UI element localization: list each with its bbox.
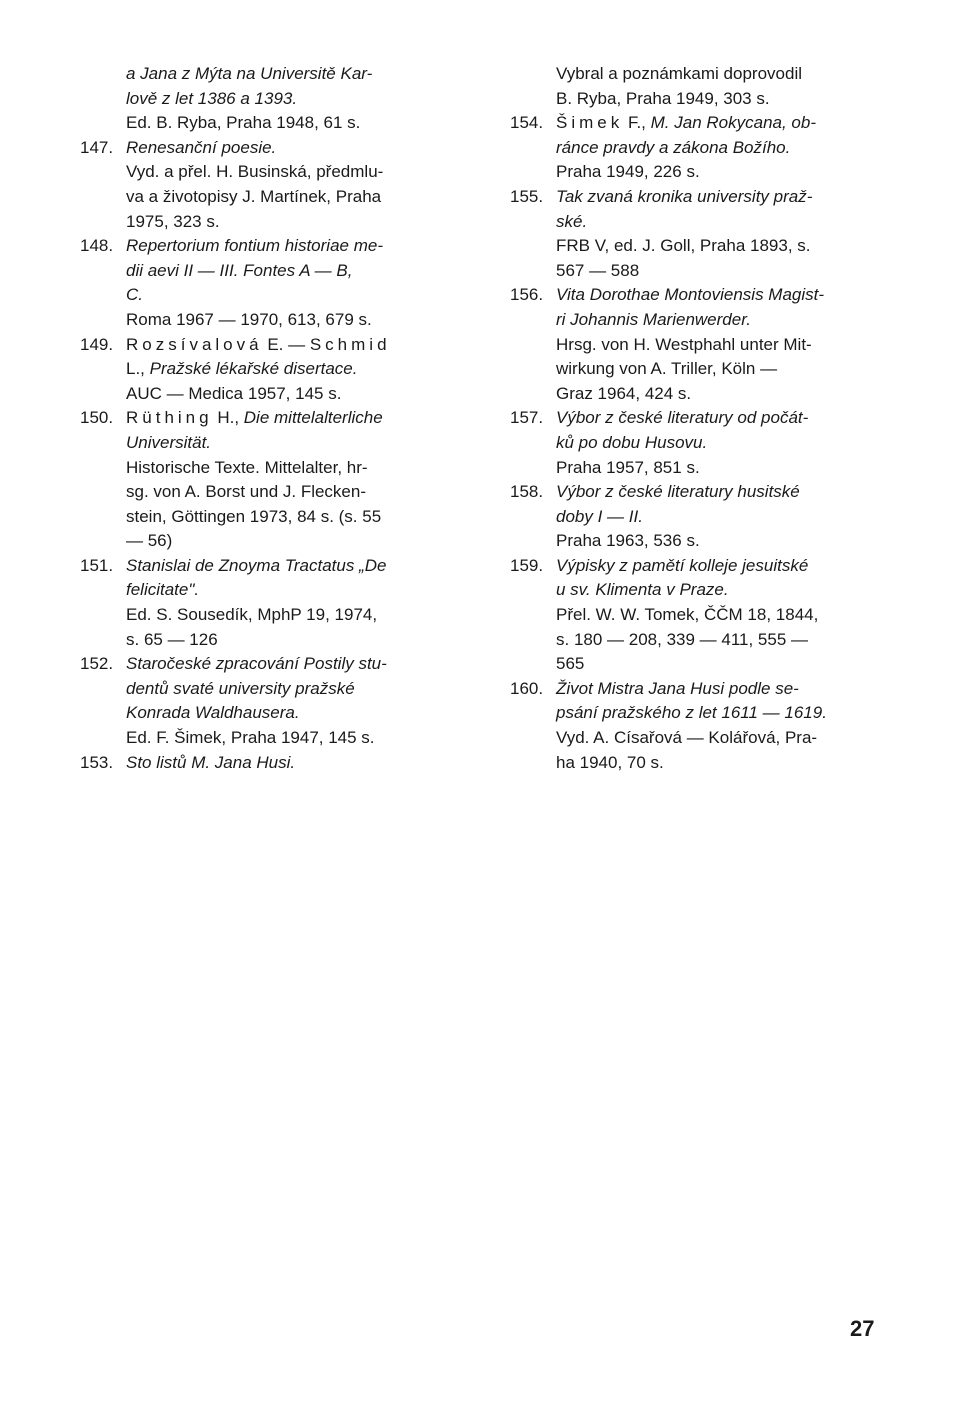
entry-text: Vybral a poznámkami doprovodil <box>556 64 802 83</box>
entry-text: ha 1940, 70 s. <box>556 752 664 772</box>
entry-number: 152. <box>80 654 114 674</box>
entry-line <box>126 333 452 358</box>
entry-line <box>126 382 452 407</box>
entry-line <box>556 259 890 284</box>
entry-number: 153. <box>80 752 114 772</box>
entry-line <box>126 701 452 726</box>
entry-title-text: a Jana z Mýta na Universitě Kar- <box>126 64 373 83</box>
bibliography-entry <box>510 111 890 185</box>
entry-line <box>126 259 452 284</box>
bibliography-entry <box>510 283 890 406</box>
entry-line <box>556 283 890 308</box>
entry-line <box>126 456 452 481</box>
bibliography-entry <box>80 333 452 407</box>
entry-title-text: Výpisky z pamětí kolleje jesuitské <box>556 555 809 575</box>
entry-title-text: Sto listů M. Jana Husi. <box>126 752 296 772</box>
entry-title-text: felicitate". <box>126 580 200 600</box>
entry-text: Hrsg. von H. Westphahl unter Mit- <box>556 334 812 354</box>
entry-line <box>126 652 452 677</box>
entry-text: Ed. F. Šimek, Praha 1947, 145 s. <box>126 728 375 748</box>
entry-number: 154. <box>510 113 544 133</box>
entry-line <box>556 726 890 751</box>
entry-line <box>126 431 452 456</box>
entry-line <box>126 480 452 505</box>
entry-text: Ed. B. Ryba, Praha 1948, 61 s. <box>126 113 361 133</box>
entry-line <box>556 62 890 87</box>
entry-line <box>126 234 452 259</box>
entry-line <box>556 628 890 653</box>
entry-line <box>126 628 452 653</box>
entry-text: Vyd. a přel. H. Businská, předmlu- <box>126 162 384 182</box>
entry-number: 160. <box>510 678 544 698</box>
bibliography-entry <box>80 554 452 652</box>
entry-text: 567 — 588 <box>556 260 640 280</box>
entry-line <box>556 603 890 628</box>
entry-text: sg. von A. Borst und J. Flecken- <box>126 482 367 502</box>
entry-line <box>556 480 890 505</box>
entry-title-text: Život Mistra Jana Husi podle se- <box>556 678 799 698</box>
entry-text: AUC — Medica 1957, 145 s. <box>126 383 342 403</box>
entry-number: 151. <box>80 555 114 575</box>
bibliography-entry <box>510 62 890 111</box>
entry-title-text: Výbor z české literatury husitské <box>556 482 800 502</box>
entry-text: Historische Texte. Mittelalter, hr- <box>126 457 368 477</box>
entry-line <box>556 529 890 554</box>
entry-line <box>126 136 452 161</box>
entry-text: F., <box>623 113 651 133</box>
entry-number: 149. <box>80 334 114 354</box>
entry-title-text: Vita Dorothae Montoviensis Magist- <box>556 285 825 305</box>
entry-title-text: M. Jan Rokycana, ob- <box>650 113 816 133</box>
entry-number: 148. <box>80 236 114 256</box>
entry-line <box>556 234 890 259</box>
bibliography-entry <box>80 406 452 554</box>
entry-text: wirkung von A. Triller, Köln — <box>556 359 778 379</box>
author-name: Rüthing <box>126 408 213 428</box>
entry-line <box>556 308 890 333</box>
entry-title-text: Staročeské zpracování Postily stu- <box>126 654 387 674</box>
entry-line <box>556 431 890 456</box>
entry-title-text: ránce pravdy a zákona Božího. <box>556 137 791 157</box>
entry-title-text: ské. <box>556 211 588 231</box>
entry-line <box>556 210 890 235</box>
entry-line <box>556 160 890 185</box>
entry-text: s. 65 — 126 <box>126 629 218 649</box>
entry-line <box>126 160 452 185</box>
entry-line <box>556 578 890 603</box>
entry-line <box>556 456 890 481</box>
entry-line <box>126 751 452 776</box>
entry-line <box>126 554 452 579</box>
bibliography-entry <box>80 62 452 136</box>
entry-number: 147. <box>80 137 114 157</box>
entry-text: Praha 1957, 851 s. <box>556 457 700 477</box>
entry-line <box>556 111 890 136</box>
entry-line <box>556 652 890 677</box>
entry-line <box>556 185 890 210</box>
entry-line <box>556 751 890 776</box>
entry-title-text: Die mittelalterliche <box>243 408 383 428</box>
bibliography-entry <box>80 136 452 234</box>
entry-title-text: Tak zvaná kronika university praž- <box>556 186 813 206</box>
entry-title-text: Renesanční poesie. <box>126 137 277 157</box>
entry-number: 159. <box>510 555 544 575</box>
entry-line <box>556 554 890 579</box>
entry-title-text: dii aevi II — III. Fontes A — B, <box>126 260 353 280</box>
entry-line <box>556 677 890 702</box>
entry-text: L., <box>126 359 150 379</box>
entry-line <box>556 701 890 726</box>
author-name: Šimek <box>556 113 624 133</box>
entry-line <box>556 382 890 407</box>
entry-title-text: psání pražského z let 1611 — 1619. <box>556 703 827 723</box>
entry-title-text: lově z let 1386 a 1393. <box>126 88 298 108</box>
entry-line <box>556 136 890 161</box>
entry-title-text: Repertorium fontium historiae me- <box>126 236 383 256</box>
entry-line <box>126 726 452 751</box>
entry-text: Přel. W. W. Tomek, ČČM 18, 1844, <box>556 605 819 625</box>
entry-line <box>556 333 890 358</box>
left-column <box>80 62 452 775</box>
entry-line <box>556 406 890 431</box>
entry-line <box>126 603 452 628</box>
entry-line <box>556 505 890 530</box>
entry-text: s. 180 — 208, 339 — 411, 555 — <box>556 629 809 649</box>
entry-text: — 56) <box>126 531 173 551</box>
entry-title-text: dentů svaté university pražské <box>126 678 355 698</box>
entry-number: 156. <box>510 285 544 305</box>
right-column <box>510 62 890 775</box>
entry-text: H., <box>212 408 244 428</box>
entry-text: Praha 1963, 536 s. <box>556 531 700 551</box>
entry-line <box>126 357 452 382</box>
entry-line <box>556 87 890 112</box>
bibliography-entry <box>510 480 890 554</box>
entry-line <box>126 677 452 702</box>
entry-title-text: doby I — II. <box>556 506 643 526</box>
entry-line <box>126 308 452 333</box>
entry-title-text: Konrada Waldhausera. <box>126 703 300 723</box>
bibliography-entry <box>510 185 890 283</box>
entry-text: B. Ryba, Praha 1949, 303 s. <box>556 88 770 108</box>
entry-number: 158. <box>510 482 544 502</box>
entry-title-text: ri Johannis Marienwerder. <box>556 309 751 329</box>
entry-number: 150. <box>80 408 114 428</box>
page-number: 27 <box>850 1316 875 1341</box>
entry-text: FRB V, ed. J. Goll, Praha 1893, s. <box>556 236 811 256</box>
bibliography-entry <box>80 234 452 332</box>
entry-title-text: C. <box>126 285 143 305</box>
entry-text: Ed. S. Sousedík, MphP 19, 1974, <box>126 605 378 625</box>
entry-text: stein, Göttingen 1973, 84 s. (s. 55 <box>126 506 382 526</box>
entry-text: 1975, 323 s. <box>126 211 220 231</box>
entry-number: 157. <box>510 408 544 428</box>
bibliography-entry <box>510 677 890 775</box>
entry-line <box>126 505 452 530</box>
entry-line <box>126 283 452 308</box>
entry-title-text: Výbor z české literatury od počát- <box>556 408 809 428</box>
bibliography-entry <box>510 406 890 480</box>
entry-title-text: u sv. Klimenta v Praze. <box>556 580 729 600</box>
entry-text: E. — <box>262 334 310 354</box>
entry-line <box>126 185 452 210</box>
entry-line <box>126 529 452 554</box>
entry-line <box>126 87 452 112</box>
bibliography-entry <box>80 751 452 776</box>
bibliography-entry <box>80 652 452 750</box>
entry-title-text: Universität. <box>126 432 212 452</box>
author-name: Rozsívalová <box>126 334 263 354</box>
bibliography-entry <box>510 554 890 677</box>
entry-line <box>126 62 452 87</box>
entry-text: 565 <box>556 654 585 674</box>
entry-text: Praha 1949, 226 s. <box>556 162 700 182</box>
entry-title-text: ků po dobu Husovu. <box>556 432 708 452</box>
entry-text: Roma 1967 — 1970, 613, 679 s. <box>126 309 372 329</box>
entry-text: va a životopisy J. Martínek, Praha <box>126 186 382 206</box>
entry-text: Vyd. A. Císařová — Kolářová, Pra- <box>556 728 818 748</box>
entry-line <box>126 406 452 431</box>
entry-line <box>126 210 452 235</box>
entry-number: 155. <box>510 186 544 206</box>
entry-title-text: Pražské lékařské disertace. <box>149 359 358 379</box>
entry-line <box>126 578 452 603</box>
entry-line <box>126 111 452 136</box>
entry-line <box>556 357 890 382</box>
entry-title-text: Stanislai de Znoyma Tractatus „De <box>126 555 387 575</box>
author-name: Schmid <box>309 334 391 354</box>
entry-text: Graz 1964, 424 s. <box>556 383 692 403</box>
